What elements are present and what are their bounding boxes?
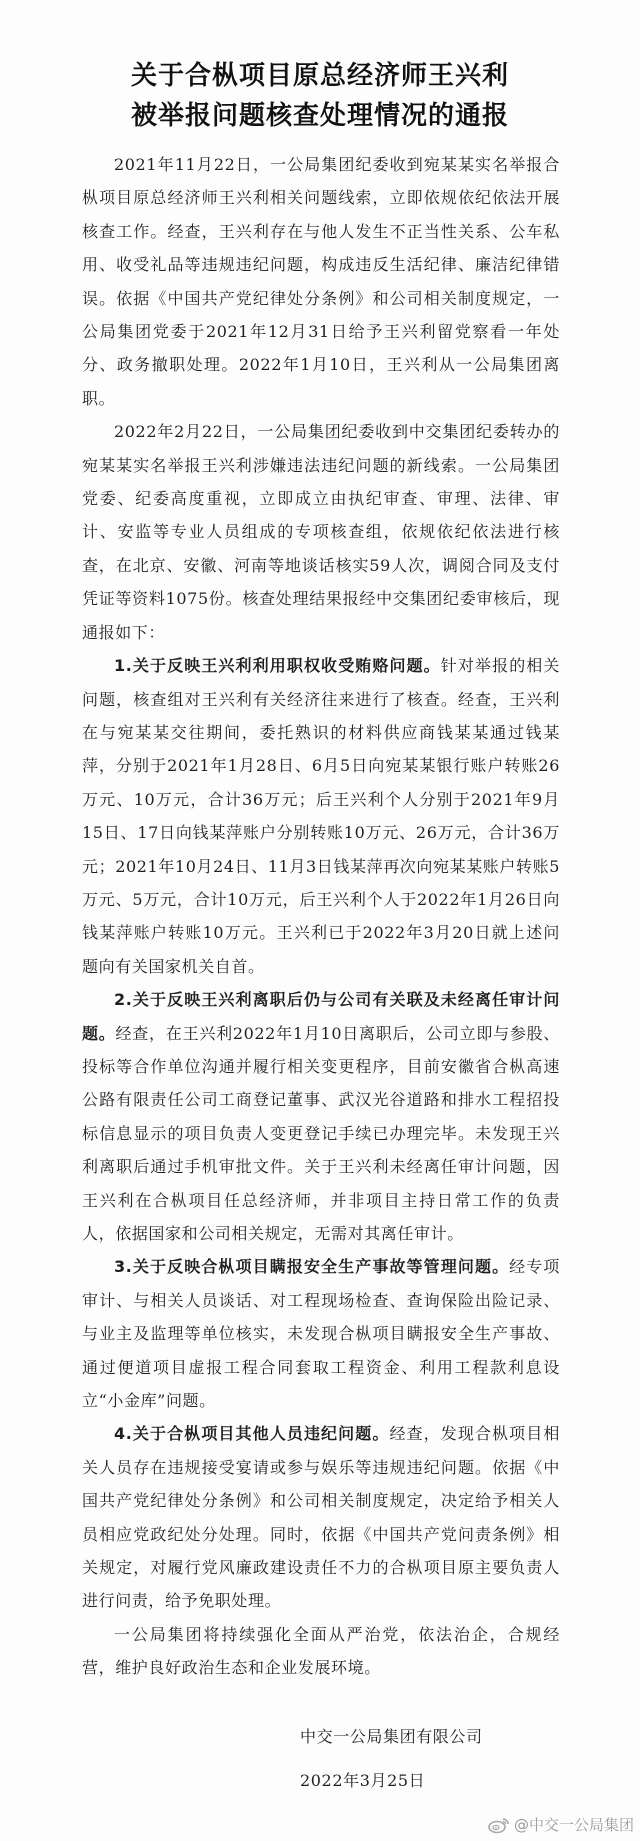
section-3: [82, 1250, 560, 1417]
section-1-text: 针对举报的相关问题，核查组对王兴利有关经济往来进行了核查。经查，王兴利在与宛某某交往期间，委托熟识的材料供应商钱某某通过钱某萍，分别于2021年1月28日、6月5日向宛某某银行账户转账26万元、10万元，合计36万元；后王兴利个人分别于2021年9月15日、17日向钱某萍账户分别转账10万元、26万元，合计36万元；2021年10月24日、11月3日钱某萍再次向宛某某账户转账5万元、5万元，合计10万元，后王兴利个人于2022年1月26日向钱某萍账户转账10万元。王兴利已于2022年3月20日就上述问题向有关国家机关自首。: [82, 656, 561, 976]
title-line-2: 被举报问题核查处理情况的通报: [130, 101, 509, 131]
weibo-icon: [488, 1816, 510, 1834]
signature-date-text: 2022年3月25日: [300, 1771, 426, 1790]
title-line-1: 关于合枞项目原总经济师王兴利: [130, 61, 509, 91]
paragraph-1: 2021年11月22日，一公局集团纪委收到宛某某实名举报合枞项目原总经济师王兴利相关问题线索，立即依规依纪依法开展核查工作。经查，王兴利存在与他人发生不正当性关系、公车私用、收受礼品等违规违纪问题，构成违反生活纪律、廉洁纪律错误。依据《中国共产党纪律处分条例》和公司相关制度规定，一公局集团党委于2021年12月31日给予王兴利留党察看一年处分、政务撤职处理。2022年1月10日，王兴利从一公局集团离职。: [82, 155, 560, 408]
section-4-text: 经查，发现合枞项目相关人员存在违规接受宴请或参与娱乐等违规违纪问题。依据《中国共产党纪律处分条例》和公司相关制度规定，决定给予相关人员相应党政纪处分处理。同时，依据《中国共产党问责条例》相关规定，对履行党风廉政建设责任不力的合枞项目原主要负责人进行问责，给予免职处理。: [82, 1424, 560, 1611]
closing-paragraph: 一公局集团将持续强化全面从严治党，依法治企，合规经营，维护良好政治生态和企业发展环境。: [82, 1624, 560, 1678]
paragraph-2: 2022年2月22日，一公局集团纪委收到中交集团纪委转办的宛某某实名举报王兴利涉嫌违法违纪问题的新线索。一公局集团党委、纪委高度重视，立即成立由执纪审查、审理、法律、审计、安监等专业人员组成的专项核查组，依规依纪依法进行核查，在北京、安徽、河南等地谈话核实59人次，调阅合同及支付凭证等资料1075份。核查处理结果报经中交集团纪委审核后，现通报如下：: [82, 422, 560, 642]
watermark-text: @中交一公局集团: [513, 1816, 634, 1834]
document-body: [82, 148, 560, 1685]
section-1: [82, 649, 560, 983]
section-1-heading: 1.关于反映王兴利利用职权收受贿赂问题。: [114, 656, 441, 676]
section-4-heading: 4.关于合枞项目其他人员违纪问题。: [114, 1424, 390, 1444]
section-4: [82, 1417, 560, 1617]
weibo-watermark: [488, 1814, 634, 1835]
section-2: [82, 983, 560, 1250]
signature-org-text: 中交一公局集团有限公司: [300, 1727, 483, 1746]
section-2-heading: 2.关于反映王兴利离职后仍与公司有关联及未经离任审计问题。: [82, 990, 560, 1043]
document-title: [0, 56, 640, 136]
section-3-text: 经专项审计、与相关人员谈话、对工程现场检查、查询保险出险记录、与业主及监理等单位核实，未发现合枞项目瞒报安全生产事故、通过便道项目虚报工程合同套取工程资金、利用工程款利息设立“小金库”问题。: [82, 1257, 560, 1411]
section-3-heading: 3.关于反映合枞项目瞒报安全生产事故等管理问题。: [114, 1257, 510, 1277]
section-2-text: 经查，在王兴利2022年1月10日离职后，公司立即与参股、投标等合作单位沟通并履行相关变更程序，目前安徽省合枞高速公路有限责任公司工商登记董事、武汉光谷道路和排水工程招投标信息显示的项目负责人变更登记手续已办理完毕。未发现王兴利离职后通过手机审批文件。关于王兴利未经离任审计问题，因王兴利在合枞项目任总经济师，并非项目主持日常工作的负责人，依据国家和公司相关规定，无需对其离任审计。: [82, 1023, 560, 1243]
